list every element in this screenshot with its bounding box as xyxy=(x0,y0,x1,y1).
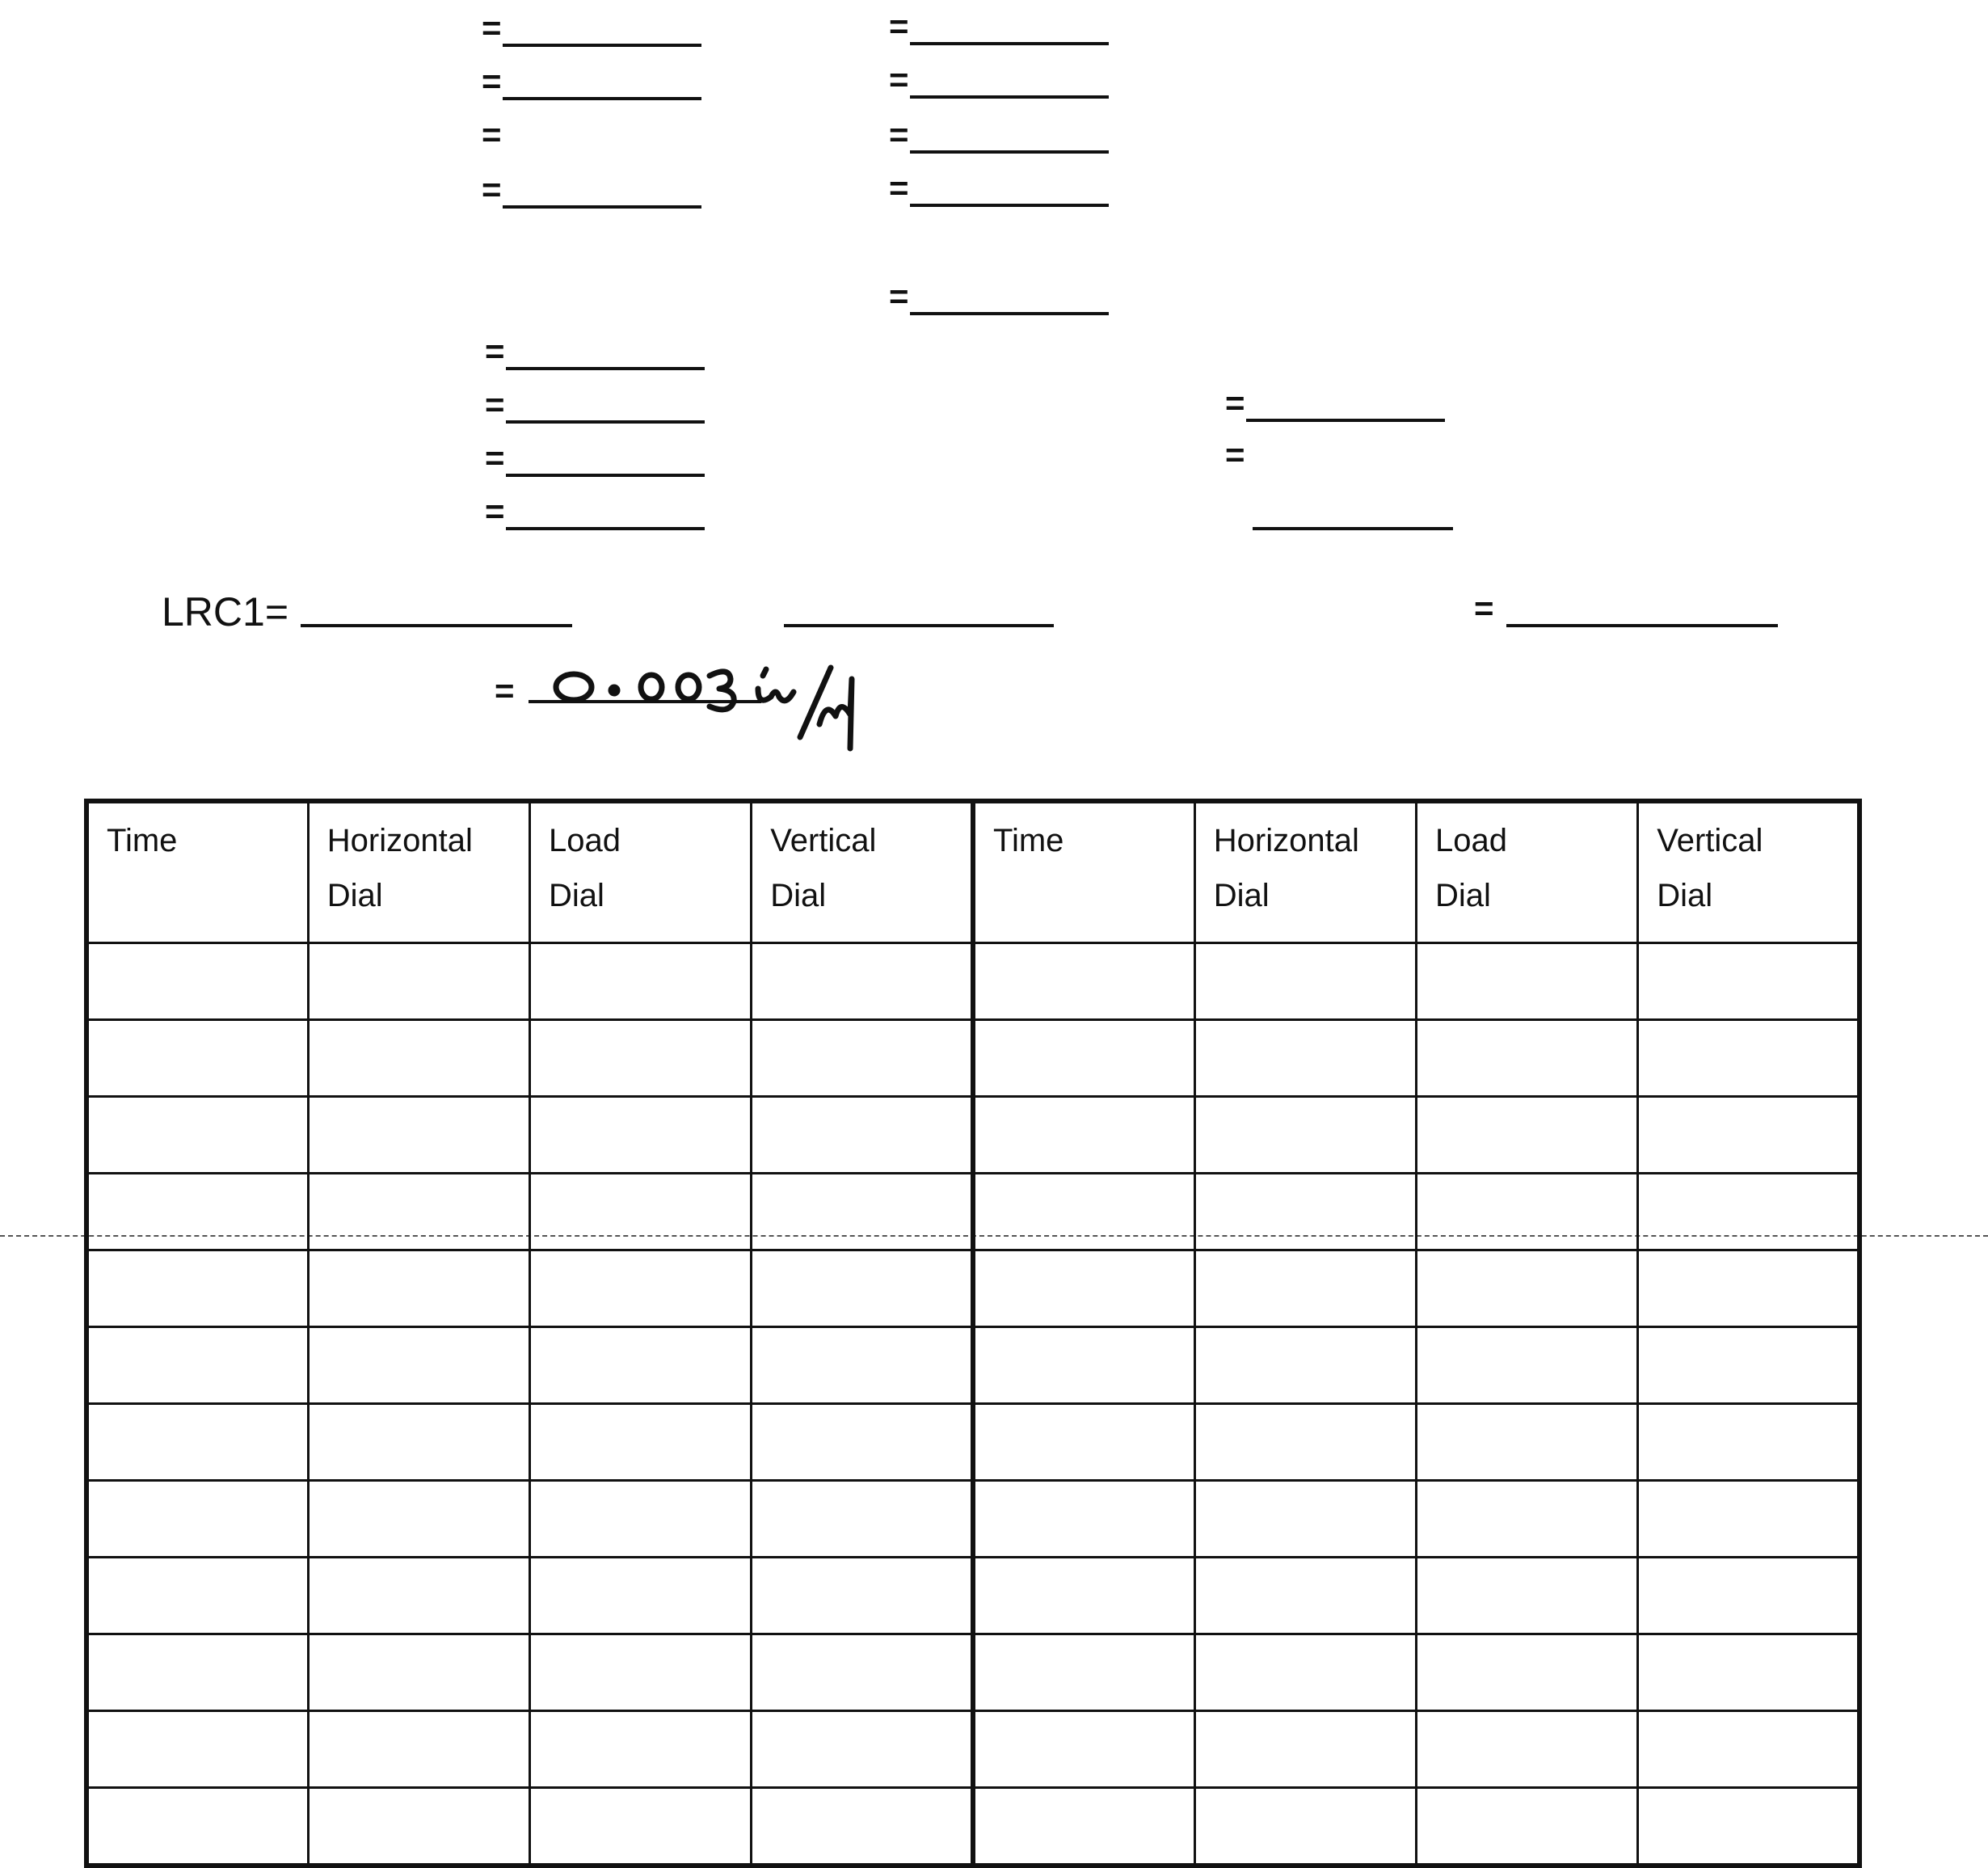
table-row xyxy=(86,1788,1860,1866)
cell-horizontal-dial-2[interactable] xyxy=(1194,1097,1416,1174)
cell-vertical-dial-2[interactable] xyxy=(1638,1481,1860,1558)
cell-horizontal-dial-2[interactable] xyxy=(1194,1250,1416,1327)
blank-line xyxy=(1246,419,1445,422)
blank-line-c3-r3[interactable] xyxy=(1253,527,1453,530)
table-row xyxy=(86,1174,1860,1250)
blank-line xyxy=(910,150,1109,154)
cell-vertical-dial-2[interactable] xyxy=(1638,943,1860,1020)
cell-time-2[interactable] xyxy=(973,1250,1194,1327)
cell-vertical-dial-1[interactable] xyxy=(752,1481,973,1558)
table-row xyxy=(86,1020,1860,1097)
cell-time-1[interactable] xyxy=(86,1711,308,1788)
cell-vertical-dial-2[interactable] xyxy=(1638,1634,1860,1711)
cell-vertical-dial-1[interactable] xyxy=(752,943,973,1020)
cell-time-1[interactable] xyxy=(86,1788,308,1866)
cell-time-1[interactable] xyxy=(86,1634,308,1711)
cell-vertical-dial-1[interactable] xyxy=(752,1711,973,1788)
cell-vertical-dial-2[interactable] xyxy=(1638,1174,1860,1250)
cell-vertical-dial-2[interactable] xyxy=(1638,1020,1860,1097)
cell-horizontal-dial-1[interactable] xyxy=(308,1174,529,1250)
cell-load-dial-1[interactable] xyxy=(530,1174,752,1250)
cell-load-dial-2[interactable] xyxy=(1417,1788,1638,1866)
cell-load-dial-2[interactable] xyxy=(1417,1404,1638,1481)
blank-line-middle[interactable] xyxy=(784,624,1054,627)
col-header-horizontal-dial-1: Horizontal Dial xyxy=(308,801,529,943)
table-header-row xyxy=(86,801,1860,943)
cell-vertical-dial-2[interactable] xyxy=(1638,1250,1860,1327)
equals-sign: = xyxy=(889,277,909,315)
cell-horizontal-dial-1[interactable] xyxy=(308,1404,529,1481)
equals-sign: = xyxy=(485,439,505,477)
equals-sign: = xyxy=(889,61,909,99)
cell-time-2[interactable] xyxy=(973,1174,1194,1250)
cell-load-dial-1[interactable] xyxy=(530,1097,752,1174)
cell-load-dial-2[interactable] xyxy=(1417,1020,1638,1097)
cell-load-dial-2[interactable] xyxy=(1417,1097,1638,1174)
table-row xyxy=(86,943,1860,1020)
cell-horizontal-dial-2[interactable] xyxy=(1194,1788,1416,1866)
cell-horizontal-dial-1[interactable] xyxy=(308,1558,529,1634)
cell-load-dial-2[interactable] xyxy=(1417,1481,1638,1558)
equals-sign: = xyxy=(482,9,502,47)
cell-time-1[interactable] xyxy=(86,1174,308,1250)
cell-vertical-dial-1[interactable] xyxy=(752,1327,973,1404)
cell-time-1[interactable] xyxy=(86,943,308,1020)
table-row xyxy=(86,1481,1860,1558)
blank-line xyxy=(506,527,705,530)
cell-horizontal-dial-2[interactable] xyxy=(1194,1404,1416,1481)
col-header-vertical-dial-1: Vertical Dial xyxy=(752,801,973,943)
readings-table xyxy=(84,799,1862,1868)
blank-line xyxy=(506,474,705,477)
cell-horizontal-dial-2[interactable] xyxy=(1194,1020,1416,1097)
table-row xyxy=(86,1327,1860,1404)
blank-line xyxy=(910,95,1109,99)
cell-horizontal-dial-1[interactable] xyxy=(308,1020,529,1097)
lrc1-label: LRC1= xyxy=(162,589,289,635)
cell-horizontal-dial-1[interactable] xyxy=(308,1327,529,1404)
cell-load-dial-1[interactable] xyxy=(530,1404,752,1481)
cell-load-dial-2[interactable] xyxy=(1417,1634,1638,1711)
equals-sign: = xyxy=(485,492,505,530)
equals-sign: = xyxy=(1474,589,1494,627)
cell-vertical-dial-1[interactable] xyxy=(752,1250,973,1327)
equals-sign: = xyxy=(495,672,515,710)
cell-vertical-dial-2[interactable] xyxy=(1638,1788,1860,1866)
equals-sign: = xyxy=(482,171,502,209)
cell-horizontal-dial-1[interactable] xyxy=(308,943,529,1020)
lrc1-blank-line[interactable] xyxy=(301,624,572,627)
equals-sign: = xyxy=(482,116,502,154)
equals-sign: = xyxy=(889,169,909,207)
blank-line xyxy=(503,97,701,100)
cell-vertical-dial-2[interactable] xyxy=(1638,1327,1860,1404)
handwritten-field[interactable] xyxy=(495,664,979,753)
cell-time-2[interactable] xyxy=(973,1558,1194,1634)
cell-horizontal-dial-2[interactable] xyxy=(1194,1558,1416,1634)
cell-vertical-dial-1[interactable] xyxy=(752,1097,973,1174)
cell-load-dial-1[interactable] xyxy=(530,1788,752,1866)
cell-load-dial-1[interactable] xyxy=(530,1634,752,1711)
table-row xyxy=(86,1558,1860,1634)
equals-sign: = xyxy=(485,386,505,424)
cell-time-2[interactable] xyxy=(973,1327,1194,1404)
cell-time-2[interactable] xyxy=(973,1634,1194,1711)
cell-vertical-dial-2[interactable] xyxy=(1638,1404,1860,1481)
cell-time-2[interactable] xyxy=(973,1711,1194,1788)
cell-time-2[interactable] xyxy=(973,1481,1194,1558)
col-header-load-dial-1: Load Dial xyxy=(530,801,752,943)
cell-horizontal-dial-2[interactable] xyxy=(1194,943,1416,1020)
blank-line xyxy=(910,204,1109,207)
cell-load-dial-1[interactable] xyxy=(530,1558,752,1634)
col-header-load-dial-2: Load Dial xyxy=(1417,801,1638,943)
blank-line xyxy=(910,42,1109,45)
cell-time-2[interactable] xyxy=(973,1097,1194,1174)
cell-load-dial-2[interactable] xyxy=(1417,1174,1638,1250)
blank-line xyxy=(910,312,1109,315)
cell-load-dial-1[interactable] xyxy=(530,1327,752,1404)
cell-horizontal-dial-2[interactable] xyxy=(1194,1634,1416,1711)
cell-load-dial-2[interactable] xyxy=(1417,1711,1638,1788)
cell-vertical-dial-1[interactable] xyxy=(752,1788,973,1866)
cell-load-dial-2[interactable] xyxy=(1417,943,1638,1020)
cell-time-2[interactable] xyxy=(973,943,1194,1020)
cell-horizontal-dial-1[interactable] xyxy=(308,1481,529,1558)
blank-line xyxy=(506,420,705,424)
blank-line xyxy=(503,44,701,47)
cell-time-1[interactable] xyxy=(86,1250,308,1327)
cell-horizontal-dial-1[interactable] xyxy=(308,1250,529,1327)
col-header-horizontal-dial-2: Horizontal Dial xyxy=(1194,801,1416,943)
cell-time-1[interactable] xyxy=(86,1404,308,1481)
cell-time-1[interactable] xyxy=(86,1097,308,1174)
cell-load-dial-2[interactable] xyxy=(1417,1250,1638,1327)
cell-load-dial-1[interactable] xyxy=(530,1250,752,1327)
equals-sign: = xyxy=(485,332,505,370)
table-row xyxy=(86,1404,1860,1481)
cell-vertical-dial-1[interactable] xyxy=(752,1020,973,1097)
cell-time-2[interactable] xyxy=(973,1788,1194,1866)
table-row xyxy=(86,1097,1860,1174)
cell-horizontal-dial-1[interactable] xyxy=(308,1711,529,1788)
col-header-vertical-dial-2: Vertical Dial xyxy=(1638,801,1860,943)
cell-load-dial-1[interactable] xyxy=(530,943,752,1020)
equals-sign: = xyxy=(1225,384,1245,422)
equals-sign: = xyxy=(482,62,502,100)
equals-sign: = xyxy=(889,7,909,45)
cell-time-1[interactable] xyxy=(86,1558,308,1634)
cell-vertical-dial-1[interactable] xyxy=(752,1634,973,1711)
table-row xyxy=(86,1711,1860,1788)
cell-time-1[interactable] xyxy=(86,1020,308,1097)
cell-horizontal-dial-2[interactable] xyxy=(1194,1327,1416,1404)
cell-vertical-dial-1[interactable] xyxy=(752,1174,973,1250)
equals-sign: = xyxy=(889,116,909,154)
cell-load-dial-2[interactable] xyxy=(1417,1558,1638,1634)
cell-horizontal-dial-2[interactable] xyxy=(1194,1481,1416,1558)
cell-time-1[interactable] xyxy=(86,1327,308,1404)
cell-vertical-dial-1[interactable] xyxy=(752,1558,973,1634)
cell-horizontal-dial-1[interactable] xyxy=(308,1634,529,1711)
cell-vertical-dial-2[interactable] xyxy=(1638,1558,1860,1634)
col-header-time-1: Time xyxy=(86,801,308,943)
cell-load-dial-1[interactable] xyxy=(530,1711,752,1788)
cell-time-2[interactable] xyxy=(973,1020,1194,1097)
cell-time-2[interactable] xyxy=(973,1404,1194,1481)
cell-horizontal-dial-1[interactable] xyxy=(308,1097,529,1174)
cell-load-dial-2[interactable] xyxy=(1417,1327,1638,1404)
cell-time-1[interactable] xyxy=(86,1481,308,1558)
cell-load-dial-1[interactable] xyxy=(530,1481,752,1558)
cell-vertical-dial-2[interactable] xyxy=(1638,1711,1860,1788)
blank-line xyxy=(506,367,705,370)
equals-sign: = xyxy=(1225,436,1245,474)
blank-line xyxy=(1506,624,1778,627)
cell-horizontal-dial-1[interactable] xyxy=(308,1788,529,1866)
cell-vertical-dial-1[interactable] xyxy=(752,1404,973,1481)
blank-line xyxy=(503,205,701,209)
cell-vertical-dial-2[interactable] xyxy=(1638,1097,1860,1174)
table-row xyxy=(86,1634,1860,1711)
handwritten-value xyxy=(519,664,996,753)
cell-horizontal-dial-2[interactable] xyxy=(1194,1174,1416,1250)
col-header-time-2: Time xyxy=(973,801,1194,943)
table-row xyxy=(86,1250,1860,1327)
cell-load-dial-1[interactable] xyxy=(530,1020,752,1097)
cell-horizontal-dial-2[interactable] xyxy=(1194,1711,1416,1788)
